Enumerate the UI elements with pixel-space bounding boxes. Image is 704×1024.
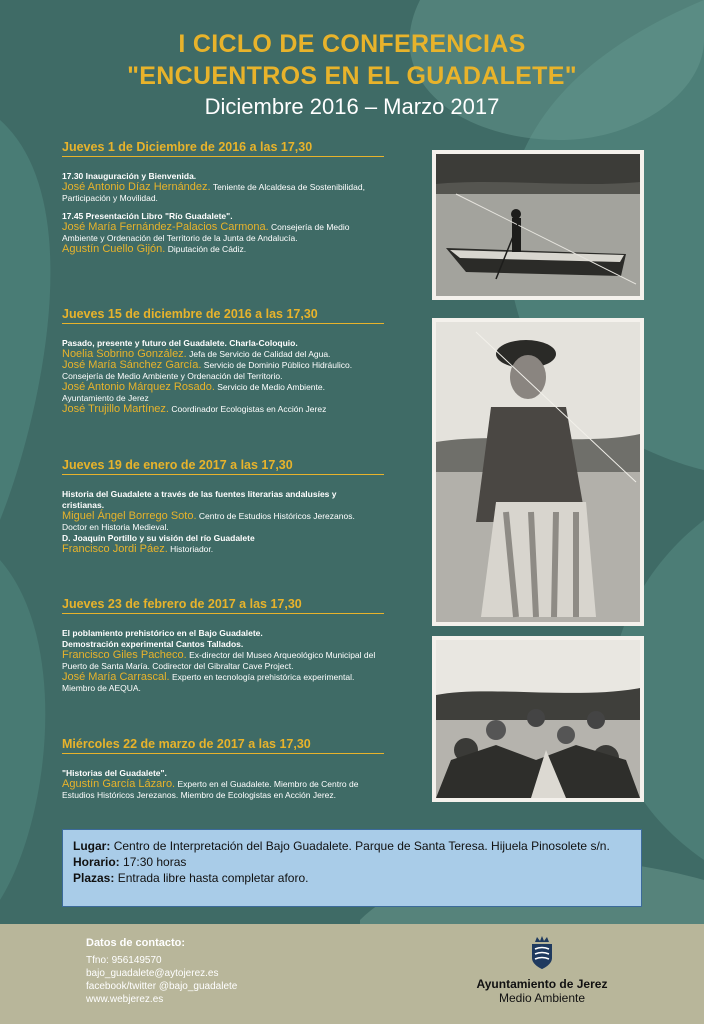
topic-line: Pasado, presente y futuro del Guadalete. Charla-Coloquio. — [62, 338, 298, 348]
topic-line: D. Joaquín Portillo y su visión del río Guadalete — [62, 533, 255, 543]
lugar-label: Lugar: — [73, 839, 111, 853]
topic-line: 17.30 Inauguración y Bienvenida. — [62, 171, 197, 181]
detail-line: Participación y Movilidad. — [62, 193, 158, 203]
session-body — [62, 768, 412, 801]
session-heading: Jueves 15 de diciembre de 2016 a las 17,30 — [62, 307, 384, 324]
speaker-name: Miguel Ángel Borrego Soto. — [62, 510, 197, 522]
speaker-description: Jefa de Servicio de Calidad del Agua. — [189, 349, 331, 359]
photo-fisherman — [432, 318, 644, 626]
speaker-line — [62, 182, 412, 193]
speaker-line — [62, 382, 412, 393]
info-lugar — [73, 838, 631, 854]
session-4 — [62, 597, 412, 694]
contact-phone: Tfno: 956149570 — [86, 955, 162, 966]
speaker-description: Diputación de Cádiz. — [167, 244, 247, 254]
lugar-value: Centro de Interpretación del Bajo Guadalete. Parque de Santa Teresa. Hijuela Pinosolete s/n. — [113, 839, 610, 853]
speaker-line — [62, 650, 412, 661]
speaker-description: Centro de Estudios Históricos Jerezanos. — [198, 511, 355, 521]
topic-line: "Historias del Guadalete". — [62, 768, 167, 778]
title-line-1: I CICLO DE CONFERENCIAS — [178, 30, 526, 58]
speaker-description: Coordinador Ecologistas en Acción Jerez — [171, 404, 327, 414]
speaker-description: Ex-director del Museo Arqueológico Municipal del — [189, 650, 376, 660]
session-heading: Jueves 19 de enero de 2017 a las 17,30 — [62, 458, 384, 475]
speaker-name: Francisco Jordi Páez. — [62, 543, 168, 555]
topic-line: Demostración experimental Cantos Tallados. — [62, 639, 244, 649]
detail-line: Estudios Históricos Jerezanos. Miembro de Ecologistas en Acción Jerez. — [62, 790, 337, 800]
session-body — [62, 171, 412, 255]
speaker-line — [62, 360, 412, 371]
plazas-label: Plazas: — [73, 871, 115, 885]
speaker-name: Agustín García Lázaro. — [62, 778, 176, 790]
info-box — [62, 829, 642, 907]
logo-dept: Medio Ambiente — [498, 991, 586, 1005]
speaker-line — [62, 672, 412, 683]
speaker-line — [62, 511, 412, 522]
session-heading: Miércoles 22 de marzo de 2017 a las 17,30 — [62, 737, 384, 754]
coat-of-arms-icon — [529, 936, 555, 970]
detail-line: Puerto de Santa María. Codirector del Gibraltar Cave Project. — [62, 661, 294, 671]
speaker-name: José María Sánchez García. — [62, 359, 202, 371]
detail-line: Miembro de AEQUA. — [62, 683, 141, 693]
spacer — [62, 204, 412, 211]
boatman-image — [436, 154, 640, 296]
photo-boatman — [432, 150, 644, 300]
topic-line: cristianas. — [62, 500, 105, 510]
contact-heading: Datos de contacto: — [86, 937, 186, 949]
session-heading: Jueves 23 de febrero de 2017 a las 17,30 — [62, 597, 384, 614]
session-body — [62, 489, 412, 555]
speaker-name: José María Fernández-Palacios Carmona. — [62, 221, 269, 233]
speaker-description: Historiador. — [170, 544, 214, 554]
detail-line: Consejería de Medio Ambiente y Ordenación del Territorio. — [62, 371, 283, 381]
speaker-description: Servicio de Dominio Público Hidráulico. — [203, 360, 353, 370]
speaker-line — [62, 544, 412, 555]
plazas-value: Entrada libre hasta completar aforo. — [117, 871, 309, 885]
speaker-description: Teniente de Alcaldesa de Sostenibilidad, — [212, 182, 365, 192]
speaker-name: Noelia Sobrino González. — [62, 348, 187, 360]
topic-line: 17.45 Presentación Libro "Río Guadalete". — [62, 211, 233, 221]
horario-value: 17:30 horas — [123, 855, 187, 869]
speaker-line — [62, 404, 412, 415]
speaker-description: Experto en tecnología prehistórica experimental. — [171, 672, 355, 682]
info-plazas — [73, 870, 631, 886]
session-heading: Jueves 1 de Diciembre de 2016 a las 17,30 — [62, 140, 384, 157]
subtitle: Diciembre 2016 – Marzo 2017 — [204, 94, 500, 119]
info-horario — [73, 854, 631, 870]
session-1 — [62, 140, 412, 255]
speaker-description: Servicio de Medio Ambiente. — [217, 382, 325, 392]
group-image — [436, 640, 640, 798]
session-2 — [62, 307, 412, 415]
contact-email[interactable]: bajo_guadalete@aytojerez.es — [86, 968, 219, 979]
speaker-name: José Antonio Díaz Hernández. — [62, 181, 211, 193]
topic-line: Historia del Guadalete a través de las fuentes literarias andalusíes y — [62, 489, 337, 499]
speaker-name: Francisco Giles Pacheco. — [62, 649, 187, 661]
speaker-line — [62, 222, 412, 233]
title-line-2: "ENCUENTROS EN EL GUADALETE" — [127, 62, 577, 90]
contact-web[interactable]: www.webjerez.es — [86, 994, 164, 1005]
topic-line: El poblamiento prehistórico en el Bajo Guadalete. — [62, 628, 263, 638]
speaker-description: Experto en el Guadalete. Miembro de Centro de — [177, 779, 359, 789]
fisherman-image — [436, 322, 640, 622]
speaker-description: Consejería de Medio — [271, 222, 350, 232]
photo-group — [432, 636, 644, 802]
detail-line: Doctor en Historia Medieval. — [62, 522, 169, 532]
logo-name: Ayuntamiento de Jerez — [476, 977, 608, 991]
speaker-line — [62, 244, 412, 255]
session-body — [62, 338, 412, 415]
speaker-name: José Trujillo Martínez. — [62, 403, 169, 415]
detail-line: Ambiente y Ordenación del Territorio de la Junta de Andalucía. — [62, 233, 298, 243]
speaker-name: José Antonio Márquez Rosado. — [62, 381, 215, 393]
contact-social: facebook/twitter @bajo_guadalete — [86, 981, 238, 992]
session-5 — [62, 737, 412, 801]
speaker-name: José María Carrascal. — [62, 671, 170, 683]
speaker-line — [62, 779, 412, 790]
session-3 — [62, 458, 412, 555]
detail-line: Ayuntamiento de Jerez — [62, 393, 149, 403]
logo-ayuntamiento — [462, 936, 622, 1005]
horario-label: Horario: — [73, 855, 120, 869]
speaker-name: Agustín Cuello Gijón. — [62, 243, 166, 255]
session-body — [62, 628, 412, 694]
